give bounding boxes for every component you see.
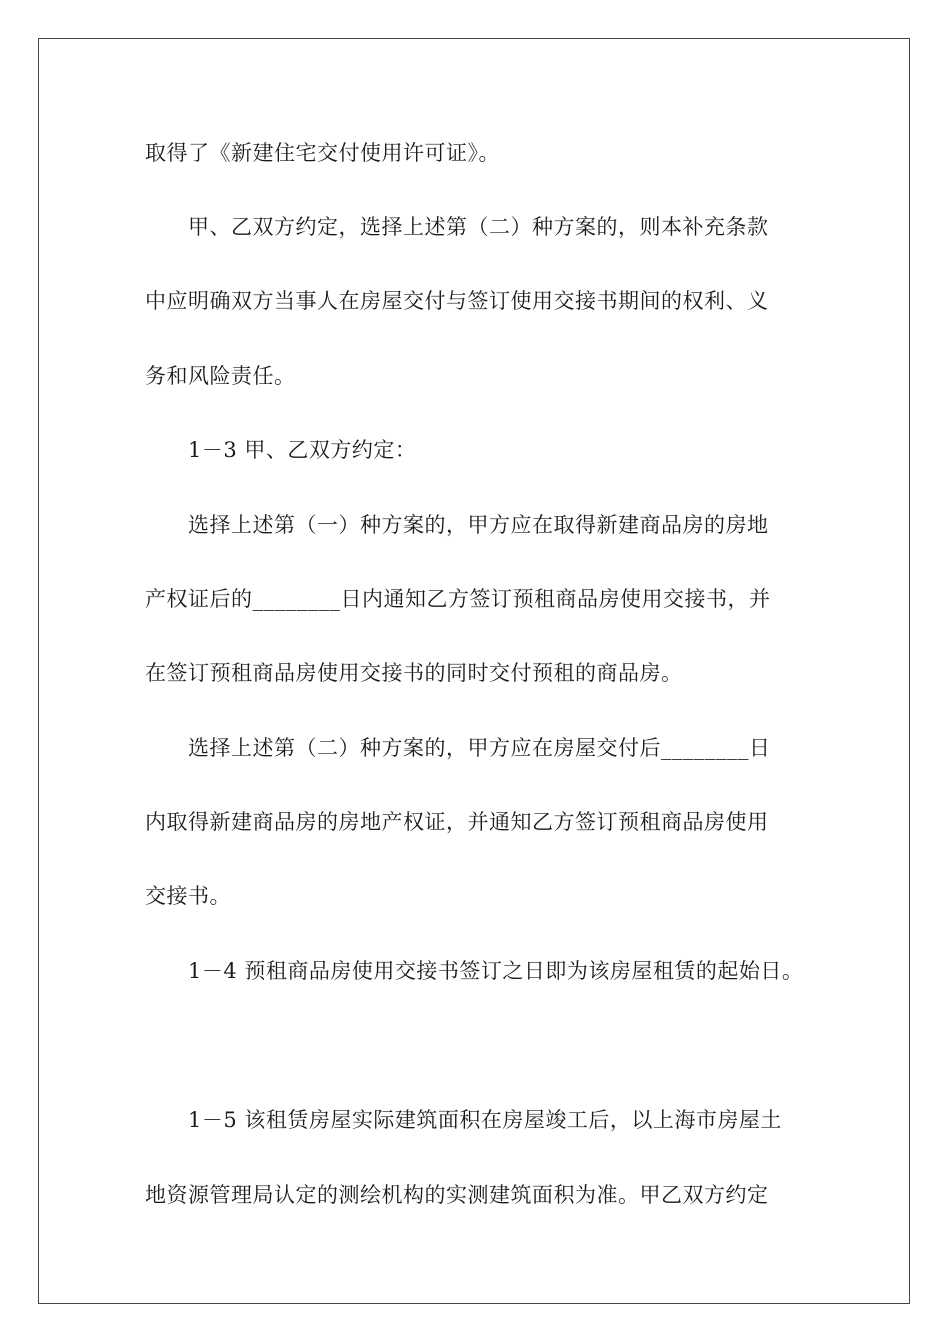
paragraph-start: 甲、乙双方约定，选择上述第（二）种方案的，则本补充条款	[188, 215, 769, 239]
text-line: 地资源管理局认定的测绘机构的实测建筑面积为准。甲乙双方约定	[145, 1183, 769, 1207]
paragraph-start: 选择上述第（二）种方案的，甲方应在房屋交付后________日	[188, 736, 771, 760]
text-line: 交接书。	[145, 884, 231, 908]
clause-1-4: 1－4 预租商品房使用交接书签订之日即为该房屋租赁的起始日。	[188, 959, 804, 983]
text-line: 在签订预租商品房使用交接书的同时交付预租的商品房。	[145, 661, 683, 685]
clause-1-5: 1－5 该租赁房屋实际建筑面积在房屋竣工后，以上海市房屋土	[188, 1108, 782, 1132]
text-line: 务和风险责任。	[145, 364, 296, 388]
text-line: 取得了《新建住宅交付使用许可证》。	[145, 141, 500, 165]
text-line: 产权证后的________日内通知乙方签订预租商品房使用交接书，并	[145, 587, 771, 611]
paragraph-start: 选择上述第（一）种方案的，甲方应在取得新建商品房的房地	[188, 513, 769, 537]
clause-heading-1-3: 1－3 甲、乙双方约定：	[188, 438, 417, 462]
text-line: 内取得新建商品房的房地产权证，并通知乙方签订预租商品房使用	[145, 810, 769, 834]
text-line: 中应明确双方当事人在房屋交付与签订使用交接书期间的权利、义	[145, 289, 769, 313]
